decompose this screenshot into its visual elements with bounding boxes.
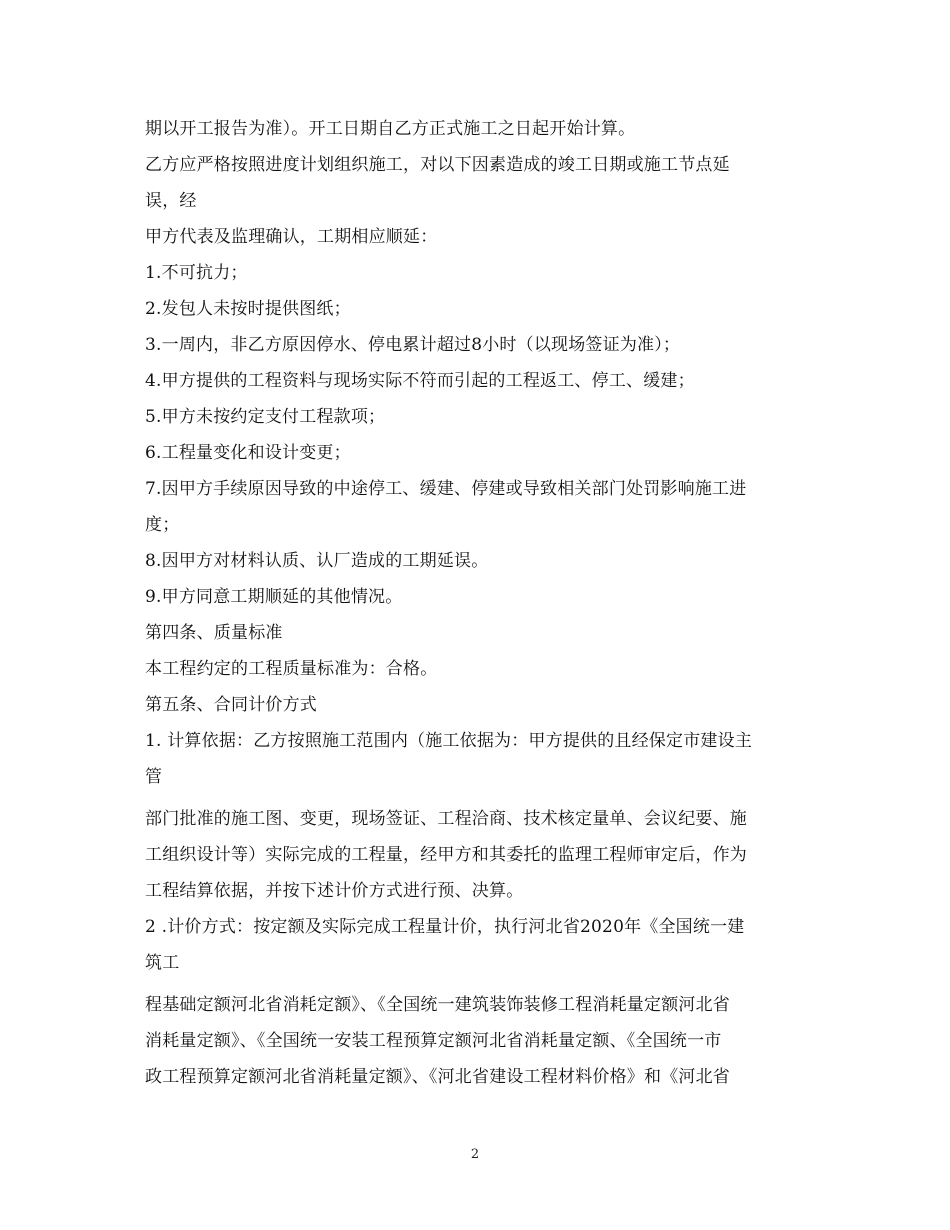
section-heading: 第五条、合同计价方式 [145,695,317,715]
list-item: 2.发包人未按时提供图纸； [145,299,351,319]
list-item: 6.工程量变化和设计变更； [145,443,351,463]
list-item: 5.甲方未按约定支付工程款项； [145,407,386,427]
list-item: 7.因甲方手续原因导致的中途停工、缓建、停建或导致相关部门处罚影响施工进 [145,479,747,499]
text-line: 部门批准的施工图、变更，现场签证、工程洽商、技术核定量单、会议纪要、施 [145,809,747,829]
text-line: 误，经 [145,191,197,211]
text-line: 度； [145,515,180,535]
list-item: 8.因甲方对材料认质、认厂造成的工期延误。 [145,551,489,571]
list-item: 9.甲方同意工期顺延的其他情况。 [145,587,403,607]
text-line: 政工程预算定额河北省消耗量定额》、《河北省建设工程材料价格》和《河北省 [145,1067,730,1087]
list-item: 1.不可抗力； [145,263,248,283]
text-line: 消耗量定额》、《全国统一安装工程预算定额河北省消耗量定额、《全国统一市 [145,1031,722,1051]
list-item: 2 .计价方式：按定额及实际完成工程量计价，执行河北省2020年《全国统一建 [145,917,745,937]
text-line: 本工程约定的工程质量标准为：合格。 [145,659,438,679]
list-item: 4.甲方提供的工程资料与现场实际不符而引起的工程返工、停工、缓建； [145,371,695,391]
text-line: 期以开工报告为准）。开工日期自乙方正式施工之日起开始计算。 [145,119,636,139]
list-item: 1. 计算依据：乙方按照施工范围内（施工依据为：甲方提供的且经保定市建设主 [145,731,753,751]
text-line: 乙方应严格按照进度计划组织施工，对以下因素造成的竣工日期或施工节点延 [145,155,730,175]
text-line: 筑工 [145,953,180,973]
text-line: 工程结算依据，并按下述计价方式进行预、决算。 [145,881,524,901]
list-item: 3.一周内，非乙方原因停水、停电累计超过8小时（以现场签证为准）； [145,335,681,355]
text-line: 管 [145,767,163,787]
text-line: 程基础定额河北省消耗定额》、《全国统一建筑装饰装修工程消耗量定额河北省 [145,995,730,1015]
section-heading: 第四条、质量标准 [145,623,283,643]
page-number: 2 [470,1147,480,1162]
text-line: 工组织设计等）实际完成的工程量，经甲方和其委托的监理工程师审定后，作为 [145,845,747,865]
text-line: 甲方代表及监理确认，工期相应顺延： [145,227,438,247]
